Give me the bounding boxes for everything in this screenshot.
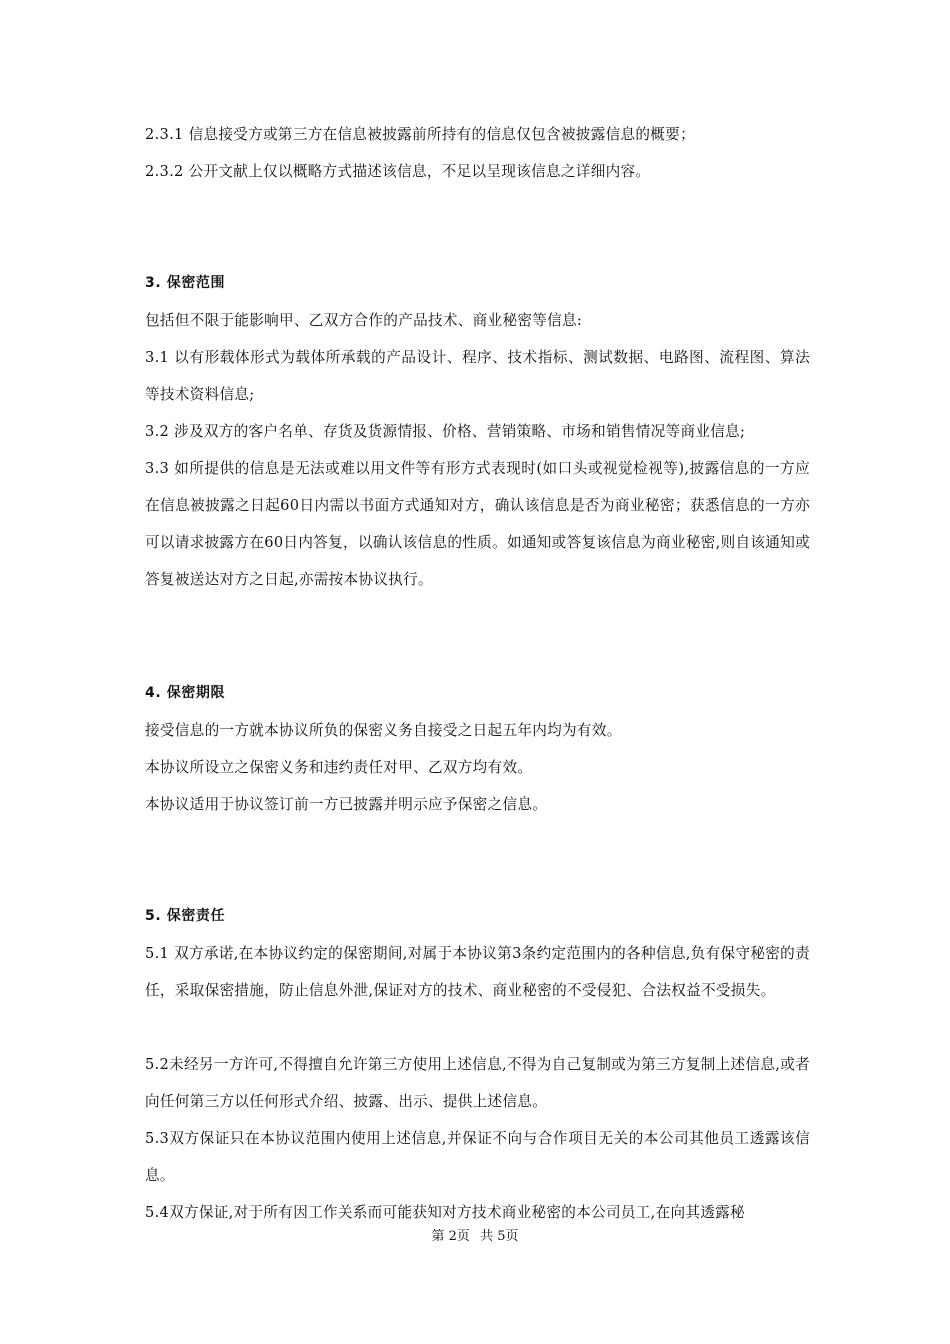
clause-5-4: 5.4双方保证,对于所有因工作关系而可能获知对方技术商业秘密的本公司员工,在向其透露秘 bbox=[145, 1204, 745, 1221]
clause-3-heading: 3. 保密范围 bbox=[145, 275, 226, 291]
clause-3-3: 3.3 如所提供的信息是无法或难以用文件等有形方式表现时(如口头或视觉检视等),披露信息的一方应在信息被披露之日起60日内需以书面方式通知对方，确认该信息是否为商业秘密；获悉信息的一方亦可以请求披露方在60日内答复，以确认该信息的性质。如通知或答复该信息为商业秘密,则自该通知或答复被送达对方之日起,亦需按本协议执行。 bbox=[145, 460, 810, 588]
total-page-count: 共 5页 bbox=[480, 1229, 519, 1244]
clause-2-3-2: 2.3.2 公开文献上仅以概略方式描述该信息，不足以呈现该信息之详细内容。 bbox=[145, 163, 651, 180]
clause-5-heading: 5. 保密责任 bbox=[145, 908, 226, 924]
clause-3-2: 3.2 涉及双方的客户名单、存货及货源情报、价格、营销策略、市场和销售情况等商业信息; bbox=[145, 423, 746, 440]
clause-5-3: 5.3双方保证只在本协议范围内使用上述信息,并保证不向与合作项目无关的本公司其他员工透露该信息。 bbox=[145, 1130, 810, 1184]
clause-5-1: 5.1 双方承诺,在本协议约定的保密期间,对属于本协议第3条约定范围内的各种信息,负有保守秘密的责任，采取保密措施，防止信息外泄,保证对方的技术、商业秘密的不受侵犯、合法权益不受损失。 bbox=[145, 945, 810, 999]
clause-2-3-1: 2.3.1 信息接受方或第三方在信息被披露前所持有的信息仅包含被披露信息的概要； bbox=[145, 126, 695, 143]
clause-4-line-3: 本协议适用于协议签订前一方已披露并明示应予保密之信息。 bbox=[145, 796, 548, 813]
clause-4-heading: 4. 保密期限 bbox=[145, 685, 226, 701]
page-footer bbox=[0, 1227, 950, 1247]
clause-3-1: 3.1 以有形载体形式为载体所承载的产品设计、程序、技术指标、测试数据、电路图、流程图、算法等技术资料信息; bbox=[145, 349, 810, 403]
clause-5-2: 5.2未经另一方许可,不得擅自允许第三方使用上述信息,不得为自己复制或为第三方复制上述信息,或者向任何第三方以任何形式介绍、披露、出示、提供上述信息。 bbox=[145, 1056, 810, 1110]
clause-4-line-1: 接受信息的一方就本协议所负的保密义务自接受之日起五年内均为有效。 bbox=[145, 722, 622, 739]
clause-4-line-2: 本协议所设立之保密义务和违约责任对甲、乙双方均有效。 bbox=[145, 759, 533, 776]
current-page-number: 第 2页 bbox=[431, 1229, 470, 1244]
clause-3-intro: 包括但不限于能影响甲、乙双方合作的产品技术、商业秘密等信息: bbox=[145, 312, 583, 329]
